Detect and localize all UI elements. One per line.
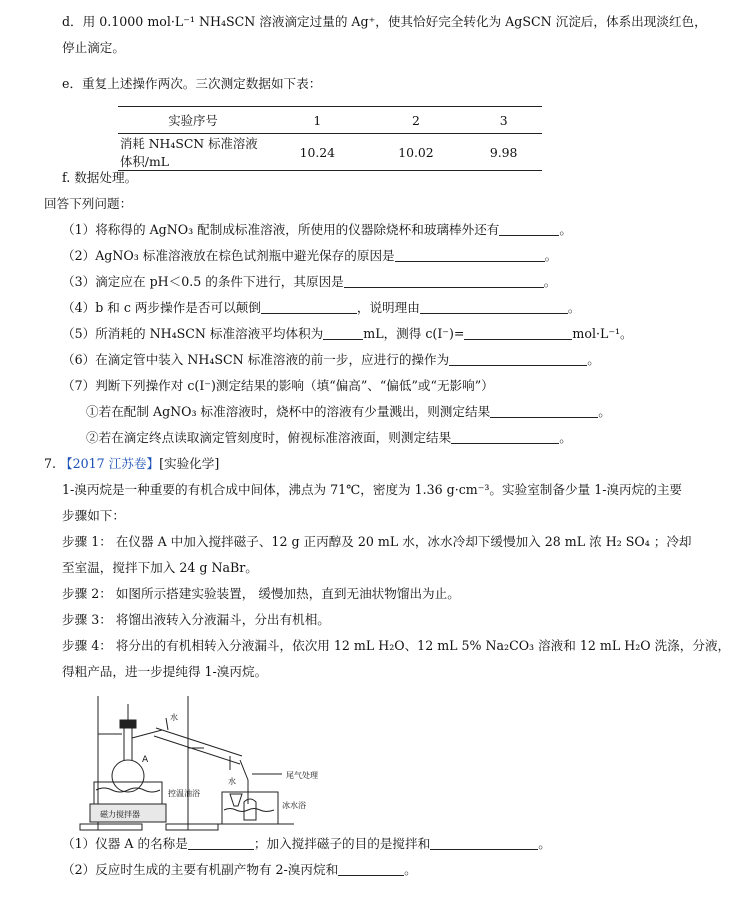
question-7b (86, 430, 572, 446)
question-text: ②若在滴定终点读取滴定管刻度时，俯视标准溶液面，则测定结果 (86, 430, 452, 445)
apparatus-diagram (70, 690, 450, 840)
period: 。 (559, 430, 572, 445)
question-text: mL，测得 c(I⁻)= (363, 326, 465, 341)
table-header-cell: 1 (268, 107, 367, 134)
step-1-line1: 步骤 1： 在仪器 A 中加入搅拌磁子、12 g 正丙醇及 20 mL 水，冰水冷却下缓慢加入 28 mL 浓 H₂ SO₄ ；冷却 (62, 534, 692, 549)
period: 。 (587, 352, 600, 367)
step-e: e．重复上述操作两次。三次测定数据如下表： (62, 76, 322, 91)
question-text: （1）仪器 A 的名称是 (62, 836, 188, 851)
adapter (240, 760, 248, 780)
stand-base (80, 824, 142, 830)
question-text: （6）在滴定管中装入 NH₄SCN 标准溶液的前一步，应进行的操作为 (62, 352, 450, 367)
oil-bath (94, 782, 162, 804)
table-cell: 消耗 NH₄SCN 标准溶液体积/mL (118, 134, 268, 171)
answer-blank[interactable] (323, 326, 363, 340)
question-7a (86, 404, 611, 420)
ice-bath (222, 792, 278, 824)
question-text: ，说明理由 (356, 300, 420, 315)
problem-source: 【2017 江苏卷】 (60, 456, 160, 471)
label-stirrer: 磁力搅拌器 (100, 810, 140, 819)
question-6 (62, 352, 600, 368)
answer-blank[interactable] (430, 836, 538, 850)
answer-blank[interactable] (464, 326, 572, 340)
step-4-line2: 得粗产品，进一步提纯得 1-溴丙烷。 (62, 664, 268, 679)
step-3: 步骤 3： 将馏出液转入分液漏斗，分出有机相。 (62, 612, 330, 627)
question-7: （7）判断下列操作对 c(I⁻)测定结果的影响（填“偏高”、“偏低”或“无影响”） (62, 378, 494, 393)
answer-blank[interactable] (261, 300, 357, 314)
answer-blank[interactable] (338, 862, 404, 876)
question-4 (62, 300, 580, 316)
period: 。 (598, 404, 611, 419)
answer-blank[interactable] (449, 352, 587, 366)
question-text: （1）将称得的 AgNO₃ 配制成标准溶液，所使用的仪器除烧杯和玻璃棒外还有 (62, 222, 500, 237)
step-f: f. 数据处理。 (62, 170, 138, 185)
label-A: A (142, 755, 149, 765)
problem-type: [实验化学] (159, 456, 220, 471)
answer-blank[interactable] (499, 222, 559, 236)
step-4-line1: 步骤 4： 将分出的有机相转入分液漏斗，依次用 12 mL H₂O、12 mL 5% Na₂CO₃ 溶液和 12 mL H₂O 洗涤，分液， (62, 638, 730, 653)
question-5 (62, 326, 633, 342)
table-cell: 9.98 (465, 134, 542, 171)
label-ice-bath: 冰水浴 (282, 801, 306, 810)
problem-7-header (44, 456, 219, 472)
step-1-line2: 至室温，搅拌下加入 24 g NaBr。 (62, 560, 258, 575)
thermometer-stopper (120, 720, 136, 728)
answer-blank[interactable] (420, 300, 568, 314)
intro-line2: 步骤如下： (62, 508, 125, 523)
step-d-line2: 停止滴定。 (62, 40, 125, 55)
answer-blank[interactable] (395, 248, 545, 262)
question-3 (62, 274, 556, 290)
answer-blank[interactable] (451, 430, 559, 444)
table-header-cell: 2 (367, 107, 466, 134)
period: 。 (404, 862, 417, 877)
period: 。 (538, 836, 551, 851)
problem-number: 7. (44, 456, 57, 471)
condenser (156, 728, 242, 756)
problem-7-q1 (62, 836, 551, 852)
question-text: （3）滴定应在 pH＜0.5 的条件下进行，其原因是 (62, 274, 344, 289)
stand-base-2 (166, 824, 218, 830)
data-table (118, 106, 542, 171)
label-water-out: 水 (228, 777, 236, 786)
table-header-row (118, 107, 542, 134)
period: 。 (544, 248, 558, 263)
question-text: （5）所消耗的 NH₄SCN 标准溶液平均体积为 (62, 326, 324, 341)
problem-7-q2 (62, 862, 417, 878)
table-header-cell: 实验序号 (118, 107, 268, 134)
label-oil-bath: 控温油浴 (168, 789, 200, 798)
label-water-in: 水 (170, 713, 178, 722)
question-1 (62, 222, 572, 238)
period: 。 (567, 300, 581, 315)
answer-intro: 回答下列问题： (44, 196, 133, 211)
question-text: ①若在配制 AgNO₃ 标准溶液时，烧杯中的溶液有少量溅出，则测定结果 (86, 404, 491, 419)
question-2 (62, 248, 557, 264)
answer-blank[interactable] (188, 836, 254, 850)
answer-blank[interactable] (490, 404, 598, 418)
question-text: （2）AgNO₃ 标准溶液放在棕色试剂瓶中避光保存的原因是 (62, 248, 395, 263)
question-text: ；加入搅拌磁子的目的是搅拌和 (253, 836, 431, 851)
step-2: 步骤 2： 如图所示搭建实验装置， 缓慢加热，直到无油状物馏出为止。 (62, 586, 460, 601)
period: 。 (543, 274, 557, 289)
table-header-cell: 3 (465, 107, 542, 134)
step-d-line1: d．用 0.1000 mol·L⁻¹ NH₄SCN 溶液滴定过量的 Ag⁺，使其恰好完全转化为 AgSCN 沉淀后，体系出现淡红色， (62, 14, 707, 29)
period: 。 (559, 222, 572, 237)
question-text: （2）反应时生成的主要有机副产物有 2-溴丙烷和 (62, 862, 339, 877)
unit-text: mol·L⁻¹。 (572, 326, 633, 341)
question-text: （4）b 和 c 两步操作是否可以颠倒 (62, 300, 261, 315)
table-row (118, 134, 542, 171)
table-cell: 10.24 (268, 134, 367, 171)
answer-blank[interactable] (344, 274, 544, 288)
flask-A (112, 760, 144, 792)
table-cell: 10.02 (367, 134, 466, 171)
label-tail-gas: 尾气处理 (286, 771, 318, 780)
intro-line1: 1-溴丙烷是一种重要的有机合成中间体，沸点为 71℃，密度为 1.36 g·cm⁻³。实验室制备少量 1-溴丙烷的主要 (62, 482, 683, 497)
